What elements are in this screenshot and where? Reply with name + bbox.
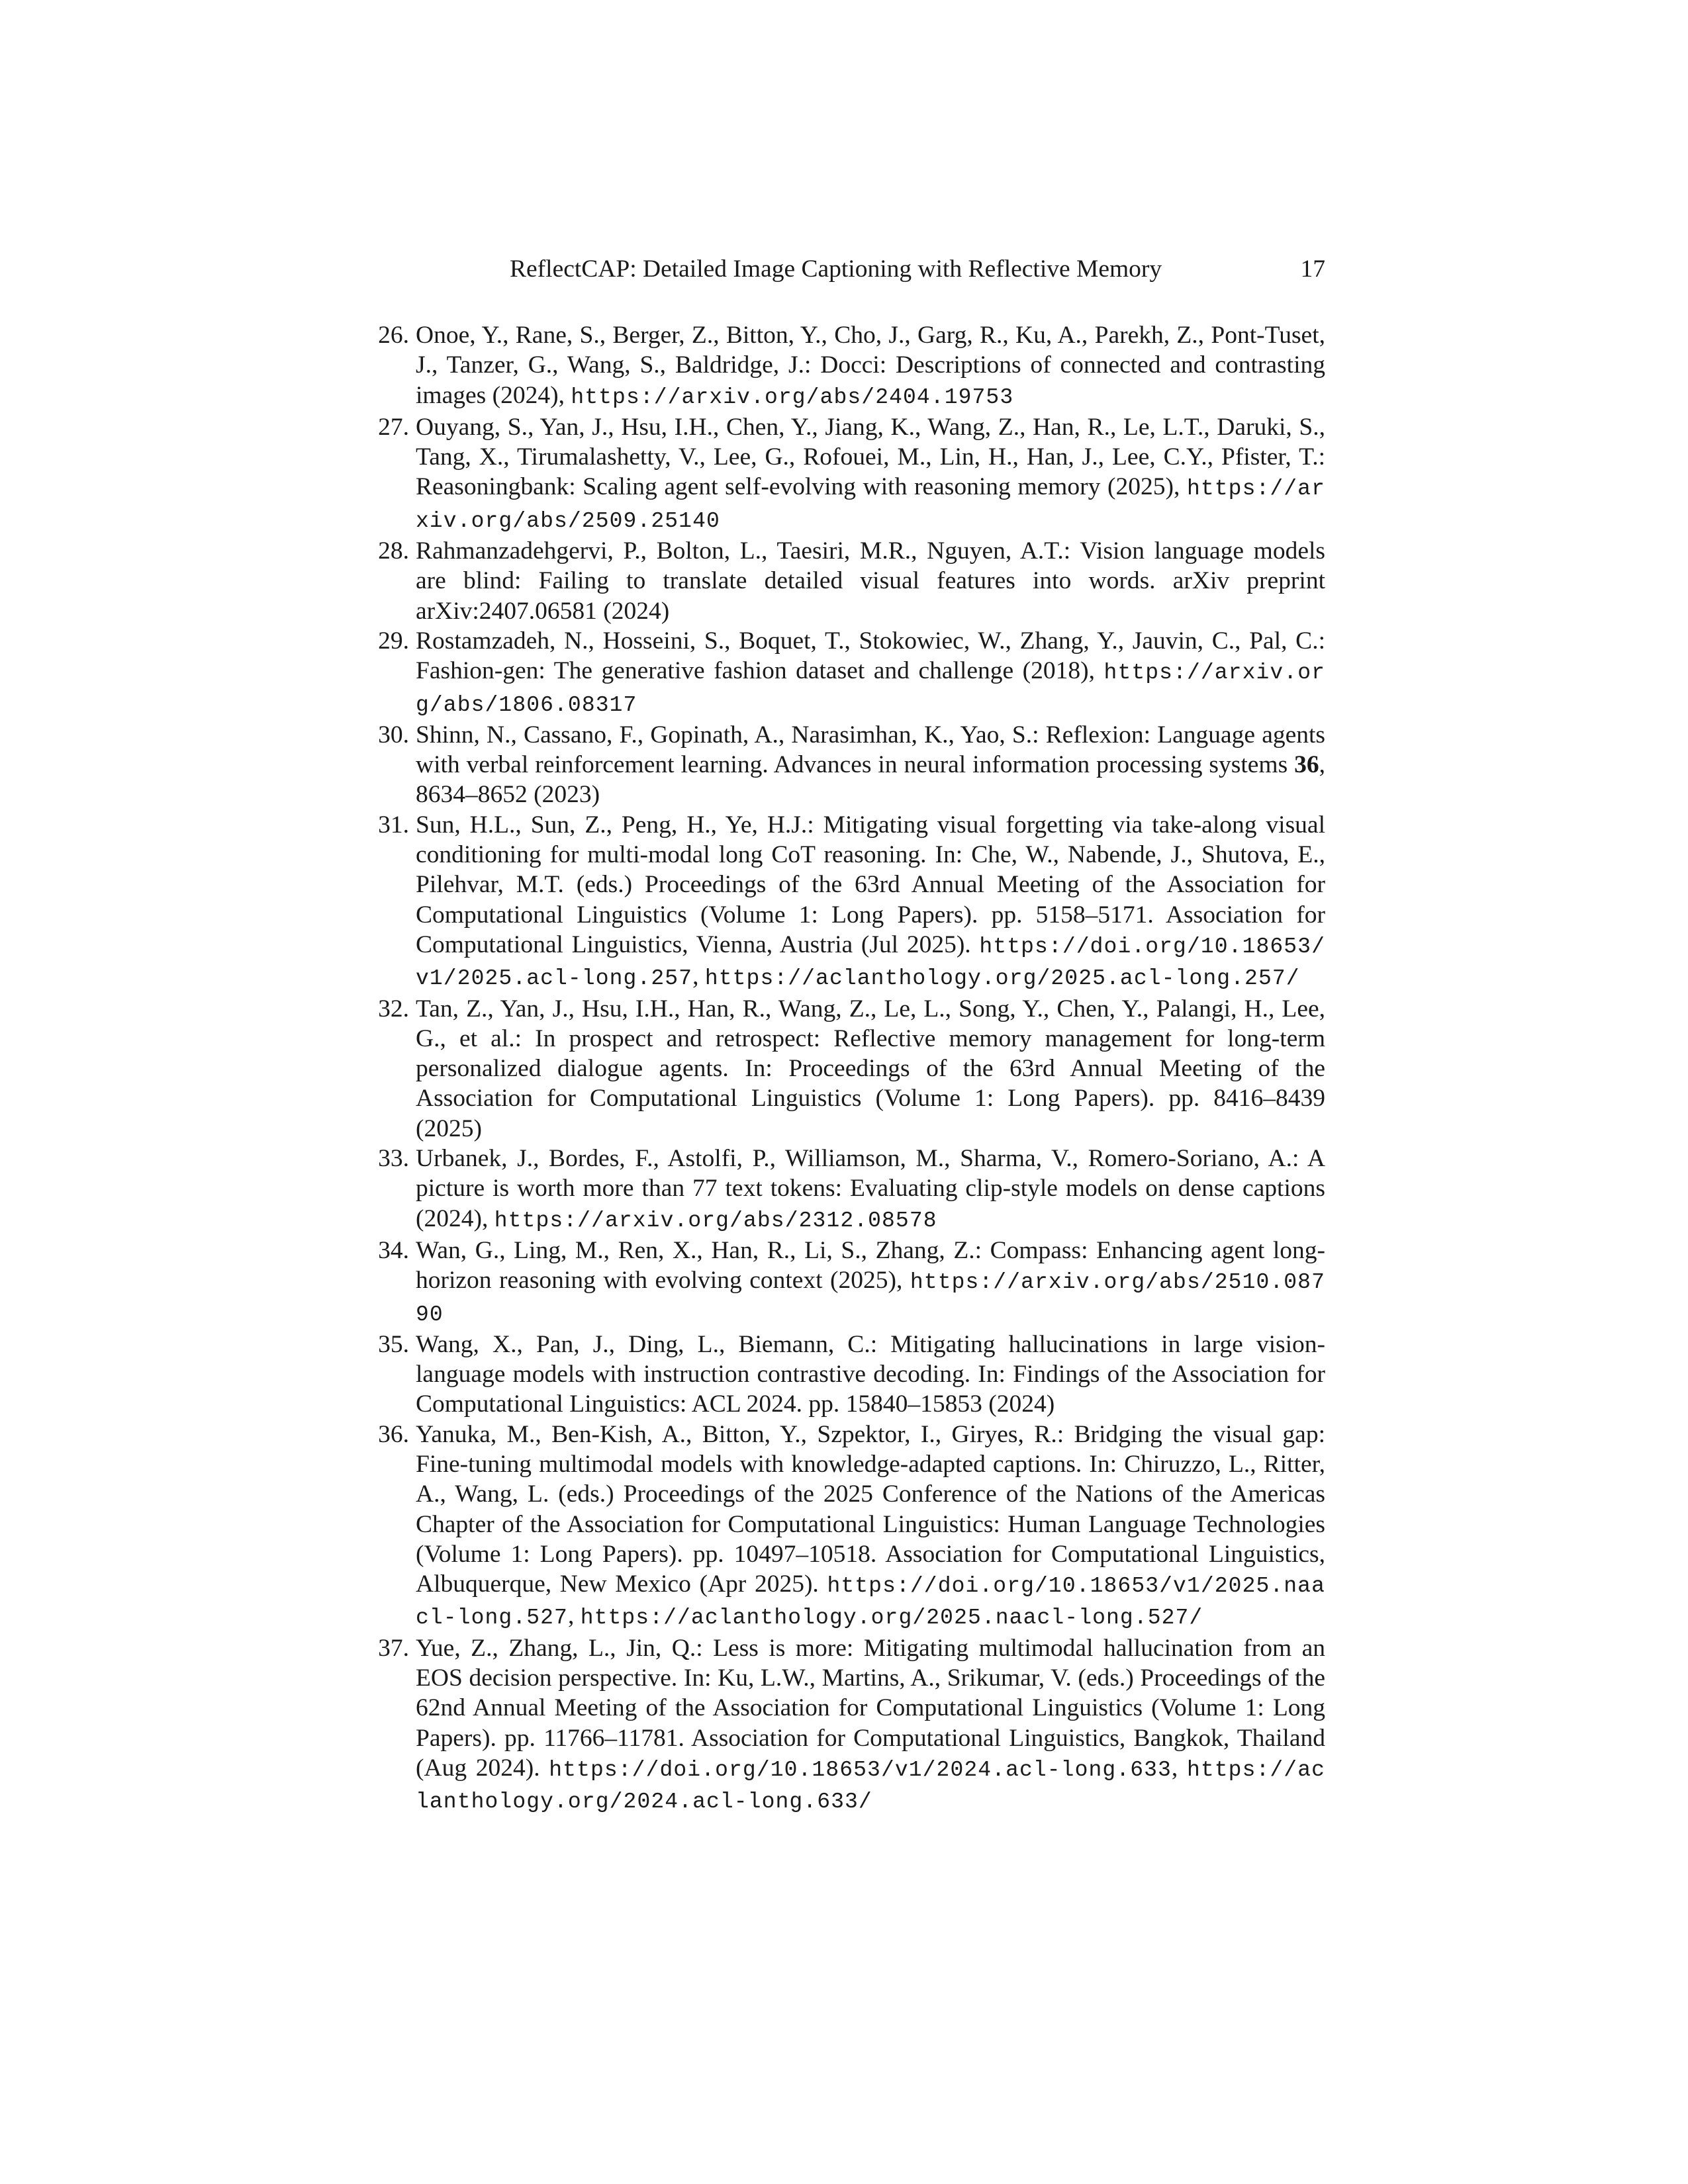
reference-link[interactable]: https://doi.org/10.18653/v1/2024.acl-long.633 xyxy=(549,1757,1172,1782)
reference-item xyxy=(378,1236,1325,1330)
reference-number: 35. xyxy=(378,1330,409,1358)
reference-text: Ouyang, S., Yan, J., Hsu, I.H., Chen, Y., Jiang, K., Wang, Z., Han, R., Le, L.T., Daruki, S., Tang, X., Tirumalashetty, V., Lee, G., Rofouei, M., Lin, H., Han, J., Lee, C.Y., Pfister, T.: Reasoningbank: Scaling agent self-evolving with reasoning memory (2025), xyxy=(416,413,1325,501)
reference-link[interactable]: https://arxiv.org/abs/1806.08317 xyxy=(416,660,1325,717)
reference-volume: 36 xyxy=(1294,751,1319,779)
reference-separator: , xyxy=(567,1602,581,1630)
reference-item xyxy=(378,1420,1325,1633)
reference-item xyxy=(378,320,1325,412)
reference-item xyxy=(378,412,1325,536)
reference-link[interactable]: https://arxiv.org/abs/2404.19753 xyxy=(571,385,1014,410)
reference-link[interactable]: https://doi.org/10.18653/v1/2025.acl-long.257 xyxy=(416,934,1325,991)
reference-number: 33. xyxy=(378,1145,409,1173)
reference-link[interactable]: https://arxiv.org/abs/2312.08578 xyxy=(494,1208,937,1233)
reference-item xyxy=(378,994,1325,1144)
page-number: 17 xyxy=(1300,255,1325,283)
reference-item xyxy=(378,626,1325,720)
reference-text: Yue, Z., Zhang, L., Jin, Q.: Less is more: Mitigating multimodal hallucination from an EOS decision perspective. In: Ku, L.W., Martins, A., Srikumar, V. (eds.) Proceedings of the 62nd Annual Meeting of the Association for Computational Linguistics (Volume 1: Long Papers). pp. 11766–11781. Association for Computational Linguistics, Bangkok, Thailand (Aug 2024). xyxy=(416,1634,1325,1782)
reference-text: Rahmanzadehgervi, P., Bolton, L., Taesiri, M.R., Nguyen, A.T.: Vision language models are blind: Failing to translate detailed visual features into words. arXiv preprint arXiv:2407.06581 (2024) xyxy=(416,537,1325,625)
reference-item xyxy=(378,720,1325,810)
reference-text: Yanuka, M., Ben-Kish, A., Bitton, Y., Szpektor, I., Giryes, R.: Bridging the visual gap: Fine-tuning multimodal models with knowledge-adapted captions. In: Chiruzzo, L., Ritter, A., Wang, L. (eds.) Proceedings of the 2025 Conference of the Nations of the Americas Chapter of the Association for Computational Linguistics: Human Language Technologies (Volume 1: Long Papers). pp. 10497–10518. Association for Computational Linguistics, Albuquerque, New Mexico (Apr 2025). xyxy=(416,1420,1325,1598)
reference-number: 32. xyxy=(378,995,409,1023)
reference-text: Rostamzadeh, N., Hosseini, S., Boquet, T., Stokowiec, W., Zhang, Y., Jauvin, C., Pal, C.: Fashion-gen: The generative fashion dataset and challenge (2018), xyxy=(416,627,1325,685)
reference-link-secondary[interactable]: https://aclanthology.org/2025.naacl-long.527/ xyxy=(580,1606,1203,1631)
reference-number: 31. xyxy=(378,811,409,839)
reference-list xyxy=(378,320,1326,1817)
reference-text: Wang, X., Pan, J., Ding, L., Biemann, C.: Mitigating hallucinations in large vision-language models with instruction contrastive decoding. In: Findings of the Association for Computational Linguistics: ACL 2024. pp. 15840–15853 (2024) xyxy=(416,1330,1325,1418)
reference-item xyxy=(378,536,1325,626)
reference-number: 29. xyxy=(378,627,409,655)
reference-separator: , xyxy=(1171,1754,1187,1782)
running-title: ReflectCAP: Detailed Image Captioning with Reflective Memory xyxy=(510,255,1162,283)
reference-text: Wan, G., Ling, M., Ren, X., Han, R., Li, S., Zhang, Z.: Compass: Enhancing agent long-horizon reasoning with evolving context (2025), xyxy=(416,1236,1325,1295)
reference-item xyxy=(378,1330,1325,1420)
reference-number: 36. xyxy=(378,1420,409,1448)
reference-item xyxy=(378,1144,1325,1236)
reference-link-secondary[interactable]: https://aclanthology.org/2024.acl-long.633/ xyxy=(416,1757,1326,1815)
reference-text: Shinn, N., Cassano, F., Gopinath, A., Narasimhan, K., Yao, S.: Reflexion: Language agents with verbal reinforcement learning. Advances in neural information processing systems xyxy=(416,721,1325,779)
reference-number: 26. xyxy=(378,322,409,349)
reference-text: Urbanek, J., Bordes, F., Astolfi, P., Williamson, M., Sharma, V., Romero-Soriano, A.: A picture is worth more than 77 text tokens: Evaluating clip-style models on dense captions (2024), xyxy=(416,1145,1325,1232)
reference-link[interactable]: https://arxiv.org/abs/2509.25140 xyxy=(416,477,1325,533)
reference-number: 28. xyxy=(378,537,409,565)
reference-separator: , xyxy=(692,963,705,991)
reference-number: 37. xyxy=(378,1634,409,1662)
reference-number: 34. xyxy=(378,1236,409,1264)
reference-link-secondary[interactable]: https://aclanthology.org/2025.acl-long.257/ xyxy=(704,966,1300,991)
reference-text-after: , 8634–8652 (2023) xyxy=(416,751,1325,809)
reference-text: Onoe, Y., Rane, S., Berger, Z., Bitton, Y., Cho, J., Garg, R., Ku, A., Parekh, Z., Pont-Tuset, J., Tanzer, G., Wang, S., Baldridge, J.: Docci: Descriptions of connected and contrasting images (2024), xyxy=(416,322,1325,409)
reference-item xyxy=(378,810,1325,994)
reference-item xyxy=(378,1633,1326,1817)
running-header xyxy=(371,250,1325,289)
reference-number: 27. xyxy=(378,413,409,441)
reference-number: 30. xyxy=(378,721,409,749)
reference-text: Tan, Z., Yan, J., Hsu, I.H., Han, R., Wang, Z., Le, L., Song, Y., Chen, Y., Palangi, H., Lee, G., et al.: In prospect and retrospect: Reflective memory management for long-term personalized dialogue agents. In: Proceedings of the 63rd Annual Meeting of the Association for Computational Linguistics (Volume 1: Long Papers). pp. 8416–8439 (2025) xyxy=(416,995,1325,1142)
reference-text: Sun, H.L., Sun, Z., Peng, H., Ye, H.J.: Mitigating visual forgetting via take-along visual conditioning for multi-modal long CoT reasoning. In: Che, W., Nabende, J., Shutova, E., Pilehvar, M.T. (eds.) Proceedings of the 63rd Annual Meeting of the Association for Computational Linguistics (Volume 1: Long Papers). pp. 5158–5171. Association for Computational Linguistics, Vienna, Austria (Jul 2025). xyxy=(416,811,1325,958)
reference-link[interactable]: https://doi.org/10.18653/v1/2025.naacl-long.527 xyxy=(416,1574,1325,1631)
reference-link[interactable]: https://arxiv.org/abs/2510.08790 xyxy=(416,1270,1325,1327)
